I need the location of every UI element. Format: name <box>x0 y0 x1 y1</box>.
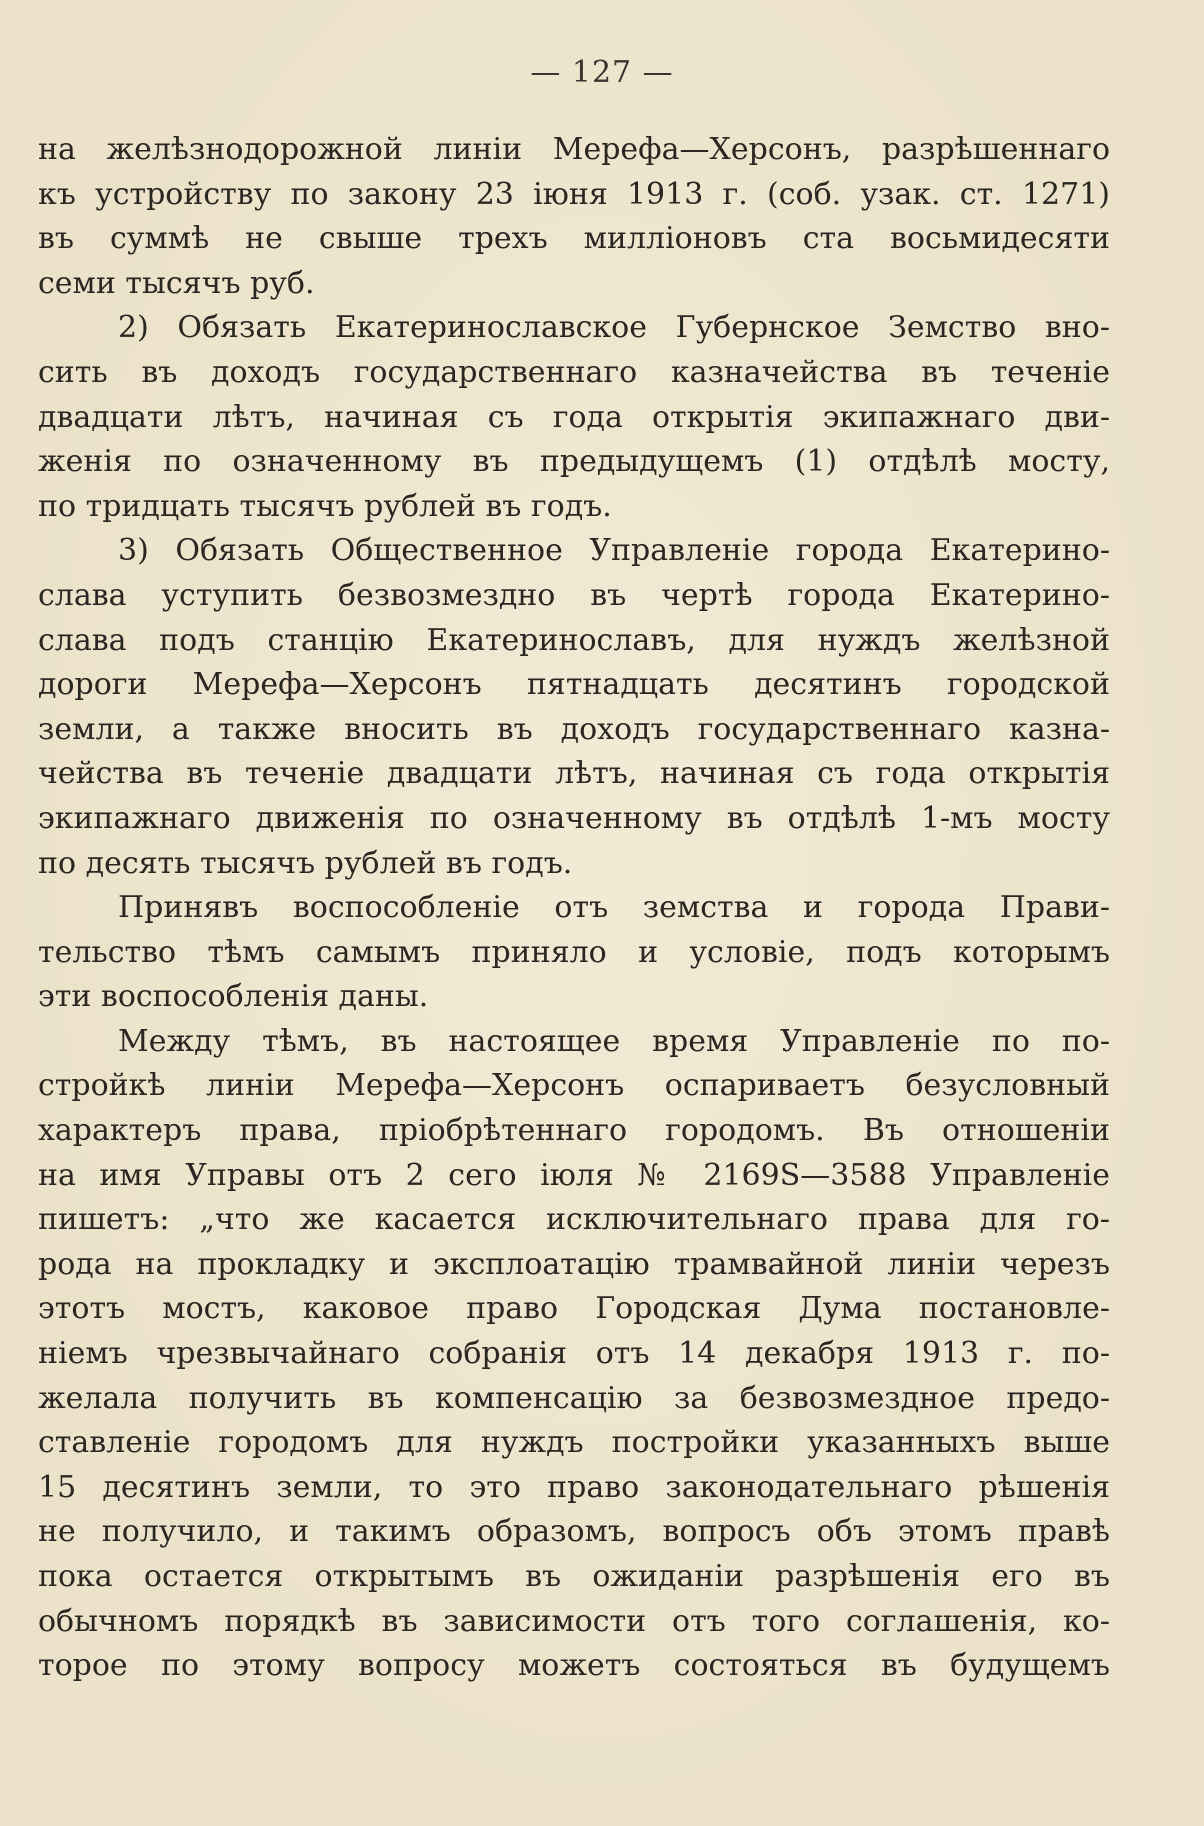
text-line: двадцати лѣтъ, начиная съ года открытія экипажнаго дви- <box>38 399 1110 435</box>
text-line: слава уступить безвозмездно въ чертѣ города Екатерино- <box>38 577 1110 613</box>
text-line: земли, а также вносить въ доходъ государственнаго казна- <box>38 711 1110 747</box>
text-line: Между тѣмъ, въ настоящее время Управленіе по по- <box>118 1023 1110 1059</box>
body-text <box>38 128 1110 1689</box>
text-line: семи тысячъ руб. <box>38 265 315 301</box>
text-line: Принявъ воспособленіе отъ земства и города Прави- <box>118 890 1110 926</box>
text-line: обычномъ порядкѣ въ зависимости отъ того соглашенія, ко- <box>38 1603 1110 1639</box>
text-line: дороги Мерефа—Херсонъ пятнадцать десятинъ городской <box>38 667 1110 703</box>
text-line: тельство тѣмъ самымъ приняло и условіе, подъ которымъ <box>38 934 1110 970</box>
text-line: чейства въ теченіе двадцати лѣтъ, начиная съ года открытія <box>38 756 1110 792</box>
text-line: ніемъ чрезвычайнаго собранія отъ 14 декабря 1913 г. по- <box>38 1336 1110 1372</box>
text-line: къ устройству по закону 23 іюня 1913 г. (соб. узак. ст. 1271) <box>38 176 1110 212</box>
text-line: экипажнаго движенія по означенному въ отдѣлѣ 1-мъ мосту <box>38 800 1110 836</box>
text-line: 2) Обязать Екатеринославское Губернское Земство вно- <box>118 310 1110 346</box>
text-line: женія по означенному въ предыдущемъ (1) отдѣлѣ мосту, <box>38 444 1110 480</box>
page-number: — 127 — <box>530 55 674 90</box>
text-line: въ суммѣ не свыше трехъ милліоновъ ста восьмидесяти <box>38 221 1110 257</box>
text-line: пока остается открытымъ въ ожиданіи разрѣшенія его въ <box>38 1559 1110 1594</box>
text-line: торое по этому вопросу можетъ состояться въ будущемъ <box>38 1648 1110 1684</box>
text-line: 3) Обязать Общественное Управленіе города Екатерино- <box>118 533 1110 569</box>
text-line: характеръ права, пріобрѣтеннаго городомъ. Въ отношеніи <box>38 1113 1110 1149</box>
text-line: пишетъ: „что же касается исключительнаго права для го- <box>38 1202 1110 1238</box>
text-line: на имя Управы отъ 2 сего іюля № 2169S—3588 Управленіе <box>38 1157 1110 1193</box>
text-line: желала получить въ компенсацію за безвозмездное предо- <box>38 1380 1110 1416</box>
text-line: слава подъ станцію Екатеринославъ, для нуждъ желѣзной <box>38 622 1110 658</box>
text-line: эти воспособленія даны. <box>38 979 429 1015</box>
text-line: этотъ мостъ, каковое право Городская Дума постановле- <box>38 1291 1110 1327</box>
text-line: по десять тысячъ рублей въ годъ. <box>38 845 573 881</box>
text-line: не получило, и такимъ образомъ, вопросъ объ этомъ правѣ <box>38 1514 1110 1550</box>
text-line: сить въ доходъ государственнаго казначейства въ теченіе <box>38 354 1110 390</box>
text-line: на желѣзнодорожной линіи Мерефа—Херсонъ, разрѣшеннаго <box>38 132 1110 167</box>
text-line: 15 десятинъ земли, то это право законодательнаго рѣшенія <box>38 1469 1110 1505</box>
text-line: по тридцать тысячъ рублей въ годъ. <box>38 488 612 524</box>
text-line: ставленіе городомъ для нуждъ постройки указанныхъ выше <box>38 1425 1110 1461</box>
text-line: рода на прокладку и эксплоатацію трамвайной линіи черезъ <box>38 1246 1110 1282</box>
text-line: стройкѣ линіи Мерефа—Херсонъ оспариваетъ безусловный <box>38 1068 1110 1104</box>
